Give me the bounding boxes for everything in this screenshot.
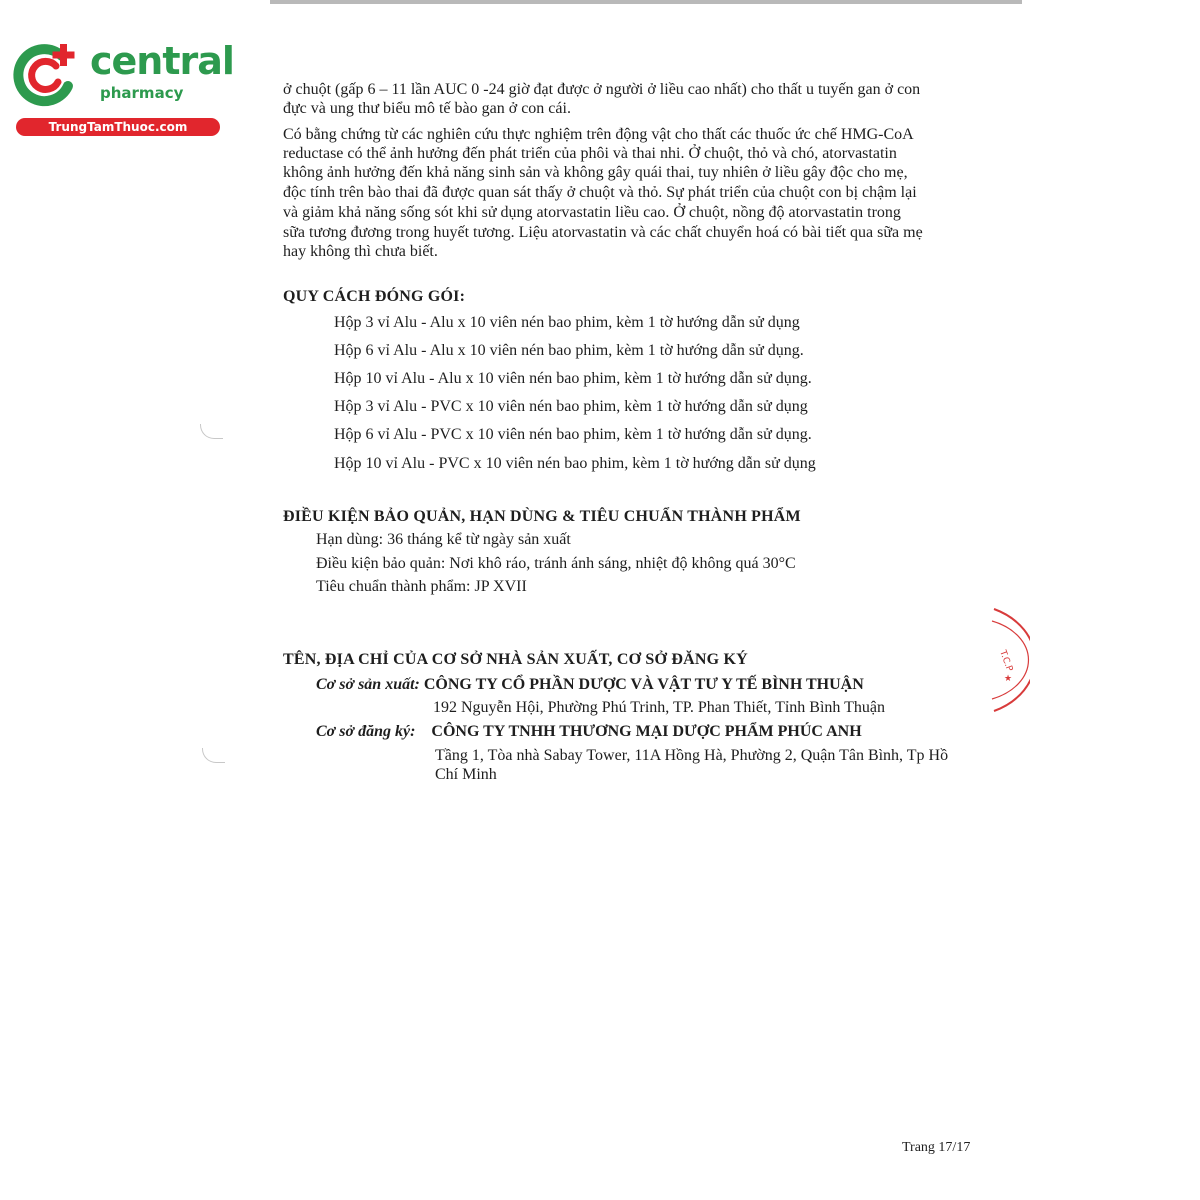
- registrant-name: CÔNG TY TNHH THƯƠNG MẠI DƯỢC PHẨM PHÚC ANH: [431, 723, 862, 740]
- producer-address: 192 Nguyễn Hội, Phường Phú Trinh, TP. Phan Thiết, Tỉnh Bình Thuận: [433, 699, 885, 716]
- binder-hole-mark: [202, 748, 225, 763]
- scan-top-edge: [270, 0, 1022, 4]
- page-number: Trang 17/17: [902, 1140, 971, 1155]
- intro-line: hay không thì chưa biết.: [283, 243, 438, 260]
- logo-sub-text: pharmacy: [100, 84, 184, 102]
- svg-text:T.C.P: T.C.P: [997, 648, 1015, 673]
- intro-line: đực và ung thư biểu mô tế bào gan ở con cái.: [283, 100, 571, 117]
- red-seal-stamp: [990, 605, 1030, 715]
- packaging-item: Hộp 3 vỉ Alu - Alu x 10 viên nén bao phim, kèm 1 tờ hướng dẫn sử dụng: [334, 314, 800, 331]
- storage-heading: ĐIỀU KIỆN BẢO QUẢN, HẠN DÙNG & TIÊU CHUẨN THÀNH PHẨM: [283, 508, 801, 525]
- logo-url-badge[interactable]: TrungTamThuoc.com: [16, 118, 220, 136]
- registrant-label: Cơ sở đăng ký:: [316, 723, 416, 740]
- intro-line: reductase có thể ảnh hưởng đến phát triển của phôi và thai nhi. Ở chuột, thỏ và chó, atorvastatin: [283, 145, 897, 162]
- producer-name: CÔNG TY CỔ PHẦN DƯỢC VÀ VẬT TƯ Y TẾ BÌNH THUẬN: [423, 676, 864, 693]
- storage-conditions: Điều kiện bảo quản: Nơi khô ráo, tránh ánh sáng, nhiệt độ không quá 30°C: [316, 555, 796, 572]
- packaging-item: Hộp 10 vỉ Alu - PVC x 10 viên nén bao phim, kèm 1 tờ hướng dẫn sử dụng: [334, 455, 816, 472]
- central-pharmacy-logo[interactable]: [10, 36, 234, 136]
- packaging-item: Hộp 3 vỉ Alu - PVC x 10 viên nén bao phim, kèm 1 tờ hướng dẫn sử dụng: [334, 398, 808, 415]
- intro-line: Có bằng chứng từ các nghiên cứu thực nghiệm trên động vật cho thất các thuốc ức chế HMG-CoA: [283, 126, 914, 143]
- logo-brand-text: central: [90, 39, 234, 83]
- binder-hole-mark: [200, 424, 223, 439]
- svg-text:★: ★: [1004, 674, 1013, 684]
- packaging-item: Hộp 6 vỉ Alu - PVC x 10 viên nén bao phim, kèm 1 tờ hướng dẫn sử dụng.: [334, 426, 812, 443]
- manufacturer-heading: TÊN, ĐỊA CHỈ CỦA CƠ SỞ NHÀ SẢN XUẤT, CƠ SỞ ĐĂNG KÝ: [283, 651, 748, 668]
- intro-line: không ảnh hưởng đến khả năng sinh sản và không gây quái thai, tuy nhiên ở liều gây độc cho mẹ,: [283, 164, 908, 181]
- shelf-life: Hạn dùng: 36 tháng kể từ ngày sản xuất: [316, 531, 571, 548]
- product-standard: Tiêu chuẩn thành phẩm: JP XVII: [316, 578, 527, 595]
- intro-line: ở chuột (gấp 6 – 11 lần AUC 0 -24 giờ đạt được ở người ở liều cao nhất) cho thất u tuyến gan ở con: [283, 81, 921, 98]
- registrant-address: Tầng 1, Tòa nhà Sabay Tower, 11A Hồng Hà, Phường 2, Quận Tân Bình, Tp Hồ: [435, 747, 949, 764]
- packaging-item: Hộp 10 vỉ Alu - Alu x 10 viên nén bao phim, kèm 1 tờ hướng dẫn sử dụng.: [334, 370, 812, 387]
- registrant-address: Chí Minh: [435, 766, 497, 783]
- pharmacy-cross-icon: [10, 36, 90, 116]
- packaging-item: Hộp 6 vỉ Alu - Alu x 10 viên nén bao phim, kèm 1 tờ hướng dẫn sử dụng.: [334, 342, 804, 359]
- producer-label: Cơ sở sản xuất:: [316, 676, 420, 693]
- intro-line: và giảm khả năng sống sót khi sử dụng atorvastatin liều cao. Ở chuột, nồng độ atorvastatin trong: [283, 204, 901, 221]
- intro-line: độc tính trên bào thai đã được quan sát thấy ở chuột và thỏ. Sự phát triển của chuột con bị chậm lại: [283, 184, 917, 201]
- packaging-heading: QUY CÁCH ĐÓNG GÓI:: [283, 288, 466, 305]
- intro-line: sữa tương đương trong huyết tương. Liệu atorvastatin và các chất chuyển hoá có bài tiết qua sữa mẹ: [283, 224, 923, 241]
